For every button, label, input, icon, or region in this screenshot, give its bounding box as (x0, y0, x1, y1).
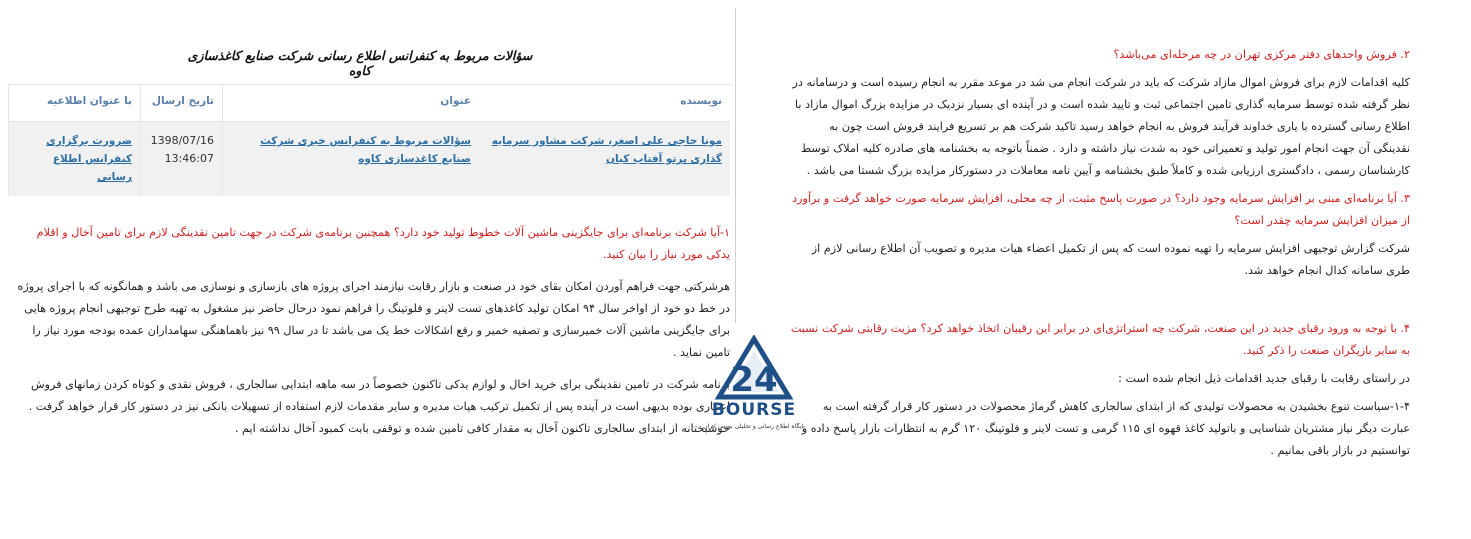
notice-table (8, 84, 730, 196)
answer-4-intro: در راستای رقابت با رقبای جدید اقدامات ذیل انجام شده است : (1118, 372, 1410, 385)
answer-2: کلیه اقدامات لازم برای فروش اموال مازاد شرکت که باید در شرکت انجام می شد در موعد مقرر به انجام رسیده است و درسامانه در نظر گرفته شده توسط سرمایه گذاری تامین اجتماعی ثبت و تایید شده است و در آینده ای بسیار نزدیک در مزایده بزرگ اموال مازاد با اطلاع رسانی گسترده با یاری خداوند فرآیند فروش به انجام خواهد رسید تاکید شرکت هم بر تسریع فرایند فروش است چون به نقدینگی آن جهت انجام امور تولید و تعمیراتی خود به شدت نیاز داشته و دارد . ضمناً باتوجه به بخشنامه های صادره کلیه املاک توسط کارشناسان رسمی ، دادگستری ارزیابی شده و کاملاً طبق بخشنامه و آیین نامه معاملات در دستورکار مزایده بزرگ شستا می باشد . (792, 76, 1410, 177)
answer-4-item-1: ۱-۴-سیاست تنوع بخشیدن به محصولات تولیدی که از ابتدای سالجاری کاهش گرماژ محصولات در دستور کار قرار گرفته است به عبارت دیگر نیاز مشتریان شناسایی و باتولید کاغذ قهوه ای ۱۱۵ گرمی و تست لاینر و فلوتینگ ۱۲۰ گرم به انتظارات بازار پاسخ داده و توانستیم در بازار باقی بمانیم . (801, 400, 1410, 457)
send-date: 1398/07/16 (150, 134, 214, 147)
spacer (790, 288, 1410, 318)
header-author: نویسنده (479, 85, 730, 122)
send-time: 13:46:07 (164, 152, 214, 165)
table-row (9, 122, 731, 197)
question-2: ۲. فروش واحدهای دفتر مرکزی تهران در چه مرحله‌ای می‌باشد؟ (1113, 48, 1410, 61)
header-send-date: تاریخ ارسال (141, 85, 223, 122)
right-page-body (790, 44, 1410, 468)
notice-link[interactable]: ضرورت برگزاری کنفرانس اطلاع رسانی (9, 122, 141, 197)
logo-wordmark: BOURSE (711, 400, 797, 420)
send-date-cell (141, 122, 223, 197)
document-title: سؤالات مربوط به کنفرانس اطلاع رسانی شرکت صنایع کاغذسازی کاوه (187, 48, 533, 78)
question-3: ۳. آیا برنامه‌ای مبنی بر افزایش سرمایه وجود دارد؟ در صورت پاسخ مثبت، از چه محلی، افزایش سرمایه صورت خواهد گرفت و برآورد از میزان افزایش سرمایه چقدر است؟ (792, 192, 1410, 227)
answer-1-paragraph-2: برنامه شرکت در تامین نقدینگی برای خرید اخال و لوازم یدکی تاکنون خصوصاً در سه ماهه ابتدایی سالجاری ، فروش نقدی و کوتاه کردن زمانهای فروش اعتباری بوده بدیهی است در آینده پس از تکمیل ترکیب هیات مدیره و سایر مقدمات لازم استفاده از تسهیلات بانکی نیز در دستور کار قرار خواهد گرفت . خوشبختانه از ابتدای سالجاری تاکنون آخال به مقدار کافی تامین شده و توقفی بابت کمبود آخال نداشته ایم . (28, 378, 730, 435)
answer-1-paragraph-1: هرشرکتی جهت فراهم آوردن امکان بقای خود در صنعت و بازار رقابت نیازمند اجرای پروژه های بازسازی و نوسازی می باشد و همانگونه که با اجرای پروژه در خط دو خود از اواخر سال ۹۴ امکان تولید کاغذهای تست لاینر و فلوتینگ را فراهم نمود درحال حاضر نیز مشغول به تهیه طرح توجیهی انجام پروژه هایی برای جایگزینی ماشین آلات خمیرسازی و تصفیه خمیر و رفع اشکالات خط یک می باشد تا در سال ۹۹ نیز باهماهنگی سهامداران عمده بودجه مورد نیاز را تامین نماید . (17, 280, 730, 359)
page-divider (735, 8, 736, 323)
question-1: ۱-آیا شرکت برنامه‌ای برای جایگزینی ماشین آلات خطوط تولید خود دارد؟ همچنین برنامه‌ی شرکت در جهت تامین نقدینگی لازم برای تامین آخال و اقلام یدکی مورد نیاز را بیان کنید. (36, 226, 730, 261)
title-link[interactable]: سؤالات مربوط به کنفرانس خبری شرکت صنایع کاغذسازی کاوه (223, 122, 480, 197)
bourse24-emblem-icon (697, 335, 811, 433)
author-link[interactable]: مونا حاجی علی اصغر، شرکت مشاور سرمایه گذاری پرتو آفتاب کیان (479, 122, 730, 197)
header-title: عنوان (223, 85, 480, 122)
table-header-row (9, 85, 731, 122)
question-4: ۴. با توجه به ورود رقبای جدید در این صنعت، شرکت چه استراتژی‌ای در برابر این رقیبان اتخاذ خواهد کرد؟ مزیت رقابتی شرکت نسبت به سایر بازیگران صنعت را ذکر کنید. (790, 322, 1410, 357)
bourse24-logo (697, 335, 811, 437)
answer-3: شرکت گزارش توجیهی افزایش سرمایه را تهیه نموده است که پس از تکمیل اعضاء هیات مدیره و تصویب آن اطلاع رسانی لازم از طری سامانه کدال انجام خواهد شد. (811, 242, 1410, 277)
left-page-body (10, 222, 730, 450)
logo-number: 24 (730, 360, 778, 400)
logo-tagline: پایگاه اطلاع رسانی و تحلیلی بورس ایران (703, 423, 805, 430)
header-notice-title: با عنوان اطلاعیه (9, 85, 141, 122)
